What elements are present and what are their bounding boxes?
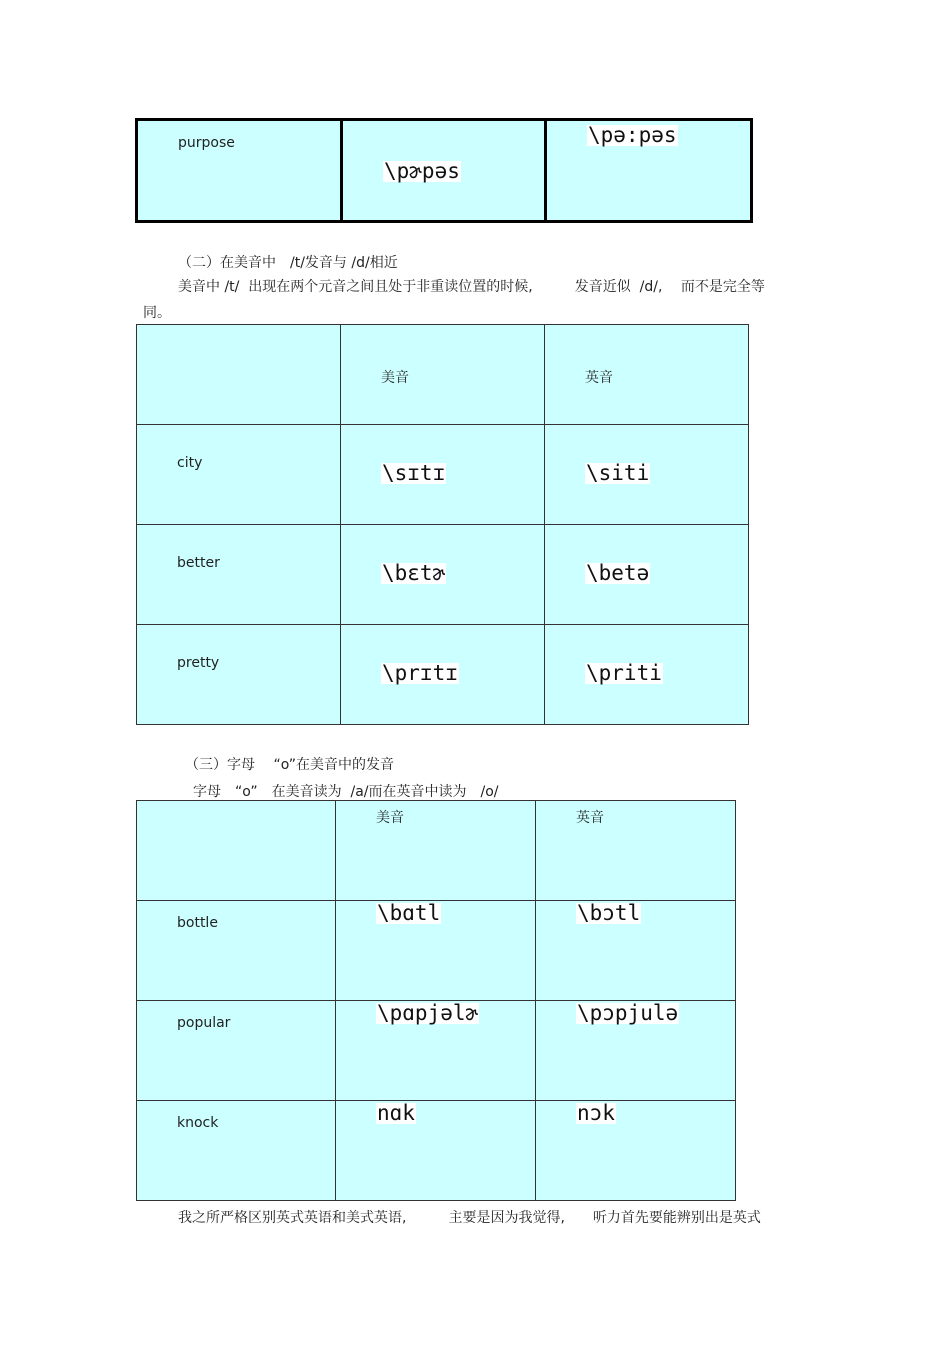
section-3-heading: （三）字母 “o”在美音中的发音 <box>185 757 395 773</box>
us-ipa: \pɚpəs <box>384 159 460 183</box>
word-label: purpose <box>178 135 235 151</box>
uk-ipa-cell <box>546 120 752 222</box>
us-ipa-cell: \prɪtɪ <box>341 625 545 725</box>
uk-ipa-cell: nɔk <box>536 1101 736 1201</box>
word-cell: better <box>137 525 341 625</box>
closing-paragraph-line-1: 我之所严格区别英式英语和美式英语, 主要是因为我觉得, 听力首先要能辨别出是英式 <box>178 1210 761 1226</box>
table-row <box>137 425 749 525</box>
phonetic-table-t-flapping <box>136 324 749 725</box>
word-cell: pretty <box>137 625 341 725</box>
section-3-paragraph-line-1: 字母 “o” 在美音读为 /a/而在英音中读为 /o/ <box>193 784 499 800</box>
word-cell: knock <box>137 1101 336 1201</box>
phonetic-table-letter-o <box>136 800 736 1201</box>
us-ipa-cell <box>342 120 546 222</box>
header-us: 美音 <box>376 810 404 826</box>
uk-ipa: \pə:pəs <box>588 123 677 147</box>
word-cell: city <box>137 425 341 525</box>
header-uk: 英音 <box>576 810 604 826</box>
uk-ipa-cell: \siti <box>545 425 749 525</box>
word-cell <box>137 120 342 222</box>
us-ipa-cell: \bɑtl <box>336 901 536 1001</box>
header-us: 美音 <box>381 370 409 386</box>
uk-ipa-cell: \bɔtl <box>536 901 736 1001</box>
header-blank-cell <box>137 801 336 901</box>
uk-ipa-cell: \betə <box>545 525 749 625</box>
us-ipa-cell: \bɛtɚ <box>341 525 545 625</box>
us-ipa-cell: \pɑpjəlɚ <box>336 1001 536 1101</box>
uk-ipa-cell: \priti <box>545 625 749 725</box>
us-ipa-cell: \sɪtɪ <box>341 425 545 525</box>
section-2-paragraph-line-2: 同。 <box>143 305 171 321</box>
header-uk-cell <box>545 325 749 425</box>
section-2-heading: （二）在美音中 /t/发音与 /d/相近 <box>178 255 398 271</box>
table-row <box>137 625 749 725</box>
phonetic-table-purpose <box>135 118 753 223</box>
header-us-cell <box>341 325 545 425</box>
header-uk-cell <box>536 801 736 901</box>
word-cell: bottle <box>137 901 336 1001</box>
table-header-row <box>137 325 749 425</box>
table-row <box>137 1001 736 1101</box>
table-row <box>137 120 752 222</box>
us-ipa-cell: nɑk <box>336 1101 536 1201</box>
table-row <box>137 1101 736 1201</box>
uk-ipa-cell: \pɔpjulə <box>536 1001 736 1101</box>
header-blank-cell <box>137 325 341 425</box>
section-2-paragraph-line-1: 美音中 /t/ 出现在两个元音之间且处于非重读位置的时候, 发音近似 /d/, 而不是完全等 <box>178 279 765 295</box>
table-header-row <box>137 801 736 901</box>
word-cell: popular <box>137 1001 336 1101</box>
table-row <box>137 901 736 1001</box>
table-row <box>137 525 749 625</box>
header-uk: 英音 <box>585 370 613 386</box>
header-us-cell <box>336 801 536 901</box>
